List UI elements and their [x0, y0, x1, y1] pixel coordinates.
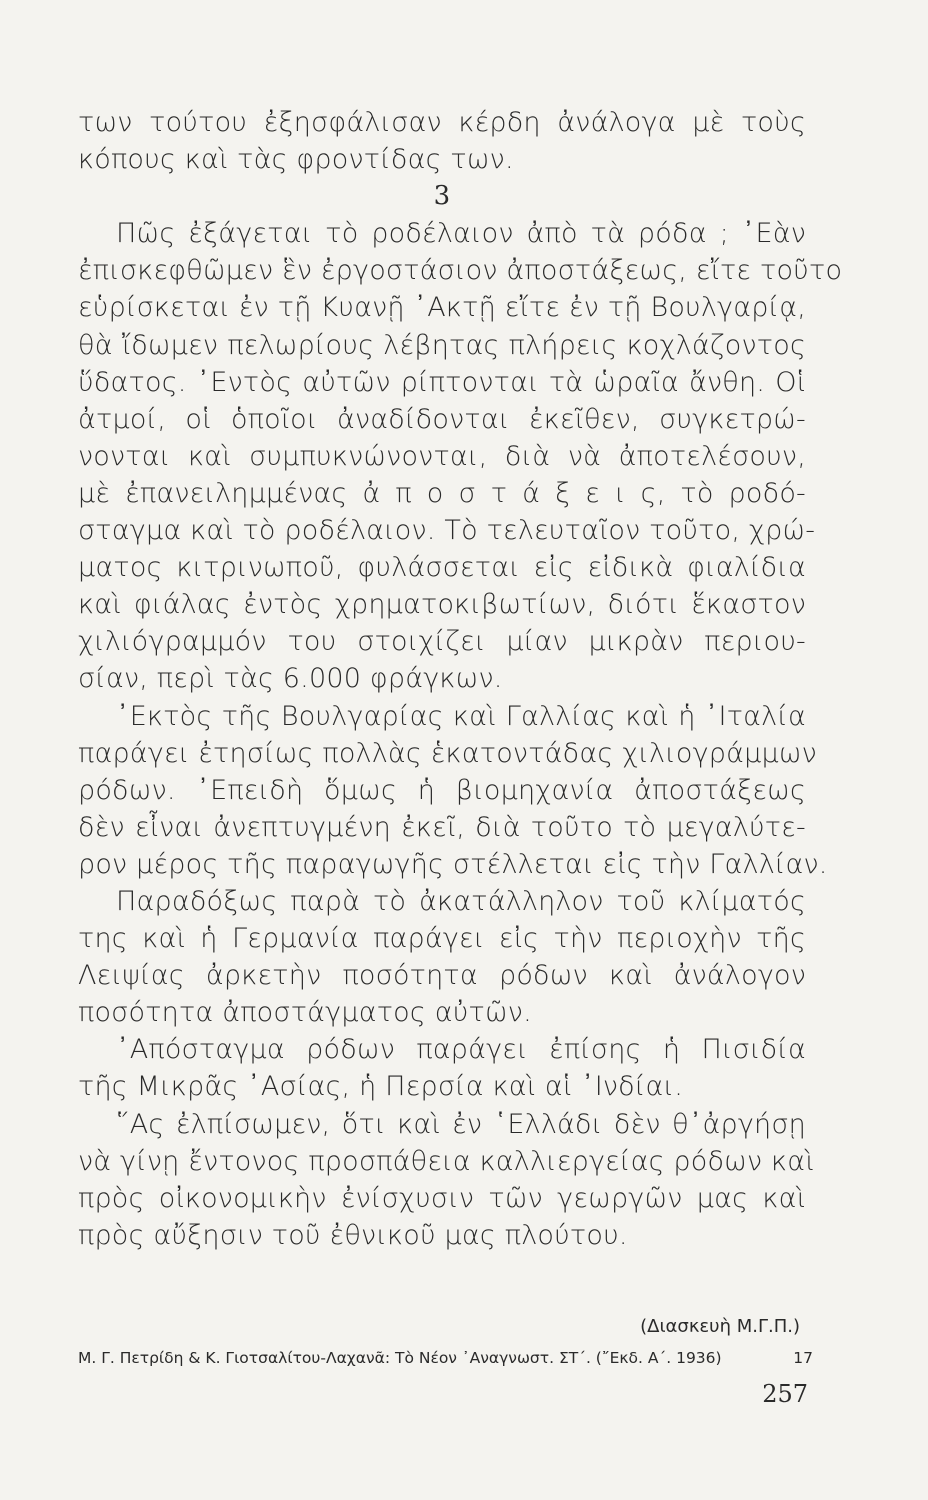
- body-text: [78, 104, 843, 1254]
- text-line: της καὶ ἡ Γερμανία παράγει εἰς τὴν περιοχὴν τῆς: [78, 923, 806, 955]
- footer-citation: Μ. Γ. Πετρίδη & Κ. Γιοτσαλίτου-Λαχανᾶ: Τὸ Νέον ᾿Αναγνωστ. ΣΤ΄. (῎Εκδ. Α΄. 1936): [78, 1349, 722, 1367]
- paragraph-5: [78, 1106, 815, 1254]
- text-line: ὕδατος. ᾿Εντὸς αὐτῶν ρίπτονται τὰ ὡραῖα ἄνθη. Οἱ: [78, 366, 806, 398]
- text-line: χιλιόγραμμόν του στοιχίζει μίαν μικρὰν περιου-: [78, 626, 806, 658]
- text-line: δὲν εἶναι ἀνεπτυγμένη ἐκεῖ, διὰ τοῦτο τὸ μεγαλύτε-: [78, 811, 806, 843]
- adaptation-credit: (Διασκευὴ Μ.Γ.Π.): [640, 1316, 800, 1337]
- text-line: ᾿Εκτὸς τῆς Βουλγαρίας καὶ Γαλλίας καὶ ἡ ᾿Ιταλία: [116, 700, 806, 732]
- text-line: ἐπισκεφθῶμεν ἓν ἐργοστάσιον ἀποστάξεως, εἴτε τοῦτο: [78, 255, 843, 287]
- text-line: ματος κιτρινωποῦ, φυλάσσεται εἰς εἰδικὰ φιαλίδια: [78, 552, 806, 584]
- text-line: Πῶς ἐξάγεται τὸ ροδέλαιον ἀπὸ τὰ ρόδα ; ᾿Εὰν: [116, 218, 806, 250]
- text-line: ποσότητα ἀποστάγματος αὐτῶν.: [78, 997, 532, 1029]
- text-line: Παραδόξως παρὰ τὸ ἀκατάλληλον τοῦ κλίματός: [116, 885, 806, 917]
- text-line: μὲ ἐπανειλημμένας ἀ π ο σ τ ά ξ ε ι ς, τὸ ροδό-: [78, 477, 806, 509]
- text-line: σταγμα καὶ τὸ ροδέλαιον. Τὸ τελευταῖον τοῦτο, χρώ-: [78, 515, 816, 547]
- paragraph-1: [78, 215, 843, 697]
- text-line: ᾿Απόσταγμα ρόδων παράγει ἐπίσης ἡ Πισιδία: [116, 1034, 806, 1066]
- text-line: ἀτμοί, οἱ ὁποῖοι ἀναδίδονται ἐκεῖθεν, συγκετρώ-: [78, 403, 806, 435]
- footer-signature: 17: [793, 1349, 813, 1367]
- paragraph-intro: [78, 104, 806, 178]
- paragraph-2: [78, 698, 828, 883]
- text-line: εὑρίσκεται ἐν τῇ Κυανῇ ᾿Ακτῇ εἴτε ἐν τῇ Βουλγαρίᾳ,: [78, 292, 806, 324]
- text-line: τῆς Μικρᾶς ᾿Ασίας, ἡ Περσία καὶ αἱ ᾿Ινδίαι.: [78, 1071, 683, 1103]
- text-line: κόπους καὶ τὰς φροντίδας των.: [78, 144, 514, 176]
- text-line: πρὸς οἰκονομικὴν ἐνίσχυσιν τῶν γεωργῶν μας καὶ: [78, 1182, 806, 1214]
- text-line: των τούτου ἐξησφάλισαν κέρδη ἀνάλογα μὲ τοὺς: [78, 107, 806, 138]
- text-line: σίαν, περὶ τὰς 6.000 φράγκων.: [78, 663, 503, 695]
- text-line: νονται καὶ συμπυκνώνονται, διὰ νὰ ἀποτελέσουν,: [78, 440, 806, 472]
- paragraph-4: [78, 1031, 806, 1105]
- text-line: θὰ ἴδωμεν πελωρίους λέβητας πλήρεις κοχλάζοντος: [78, 329, 806, 361]
- section-number: 3: [433, 181, 451, 212]
- text-line: παράγει ἐτησίως πολλὰς ἑκατοντάδας χιλιογράμμων: [78, 737, 817, 769]
- text-line: Λειψίας ἀρκετὴν ποσότητα ρόδων καὶ ἀνάλογον: [78, 960, 806, 992]
- text-line: νὰ γίνῃ ἔντονος προσπάθεια καλλιεργείας ρόδων καὶ: [78, 1145, 815, 1177]
- text-line: ῞Ας ἐλπίσωμεν, ὅτι καὶ ἐν ῾Ελλάδι δὲν θ᾿ἀργήσῃ: [116, 1108, 806, 1140]
- text-line: πρὸς αὔξησιν τοῦ ἐθνικοῦ μας πλούτου.: [78, 1219, 628, 1251]
- footer: [78, 1349, 813, 1367]
- page-number: 257: [762, 1380, 808, 1408]
- text-line: ρόδων. ᾿Επειδὴ ὅμως ἡ βιομηχανία ἀποστάξεως: [78, 774, 806, 806]
- text-line: ρον μέρος τῆς παραγωγῆς στέλλεται εἰς τὴν Γαλλίαν.: [78, 848, 828, 880]
- paragraph-3: [78, 883, 806, 1031]
- text-line: καὶ φιάλας ἐντὸς χρηματοκιβωτίων, διότι ἕκαστον: [78, 589, 806, 621]
